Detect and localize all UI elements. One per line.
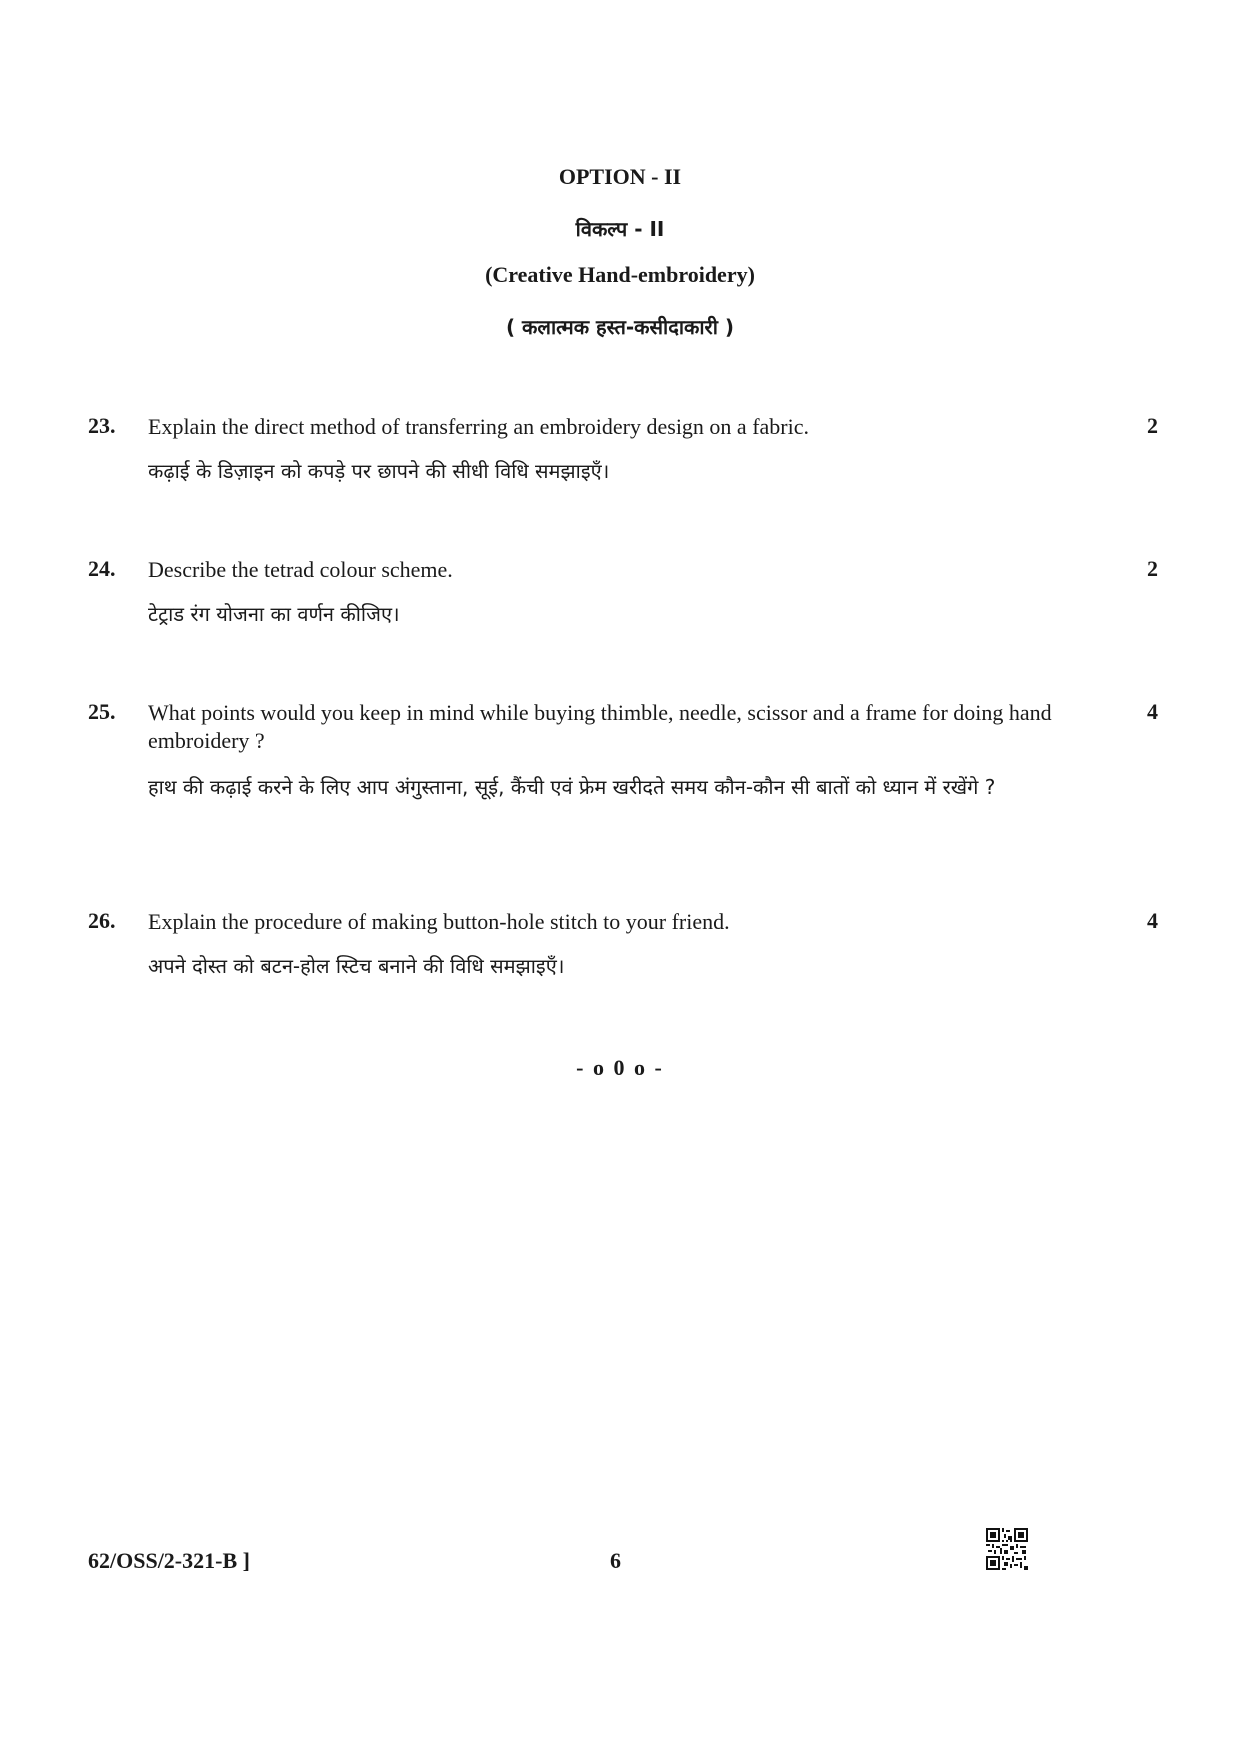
question-marks: 4 — [1147, 908, 1158, 933]
question-text-hi: हाथ की कढ़ाई करने के लिए आप अंगुस्ताना, सूई, कैंची एवं फ्रेम खरीदते समय कौन-कौन सी बातों को ध्यान में रखेंगे ? — [148, 775, 996, 799]
question-marks: 4 — [1147, 699, 1158, 724]
end-of-paper-mark: - o 0 o - — [576, 1055, 664, 1080]
question-number: 26. — [88, 908, 116, 933]
paper-code: 62/OSS/2-321-B ] — [88, 1548, 250, 1573]
question-text-hi: टेट्राड रंग योजना का वर्णन कीजिए। — [148, 602, 400, 626]
question-marks: 2 — [1147, 556, 1158, 581]
question-text-en: What points would you keep in mind while buying thimble, needle, scissor and a frame for doing hand embroidery ? — [148, 700, 1052, 753]
subject-heading-en: (Creative Hand-embroidery) — [485, 262, 755, 287]
question-number: 25. — [88, 699, 116, 724]
question-text-hi: अपने दोस्त को बटन-होल स्टिच बनाने की विधि समझाइएँ। — [148, 954, 565, 978]
question-text-hi: कढ़ाई के डिज़ाइन को कपड़े पर छापने की सीधी विधि समझाइएँ। — [148, 459, 610, 483]
qr-code-icon — [986, 1528, 1028, 1570]
question-marks: 2 — [1147, 413, 1158, 438]
option-heading-en: OPTION - II — [558, 164, 682, 189]
page-number: 6 — [610, 1548, 621, 1573]
question-number: 23. — [88, 413, 116, 438]
subject-heading-hi: ( कलात्मक हस्त-कसीदाकारी ) — [505, 315, 735, 339]
question-number: 24. — [88, 556, 116, 581]
question-text-en: Explain the direct method of transferring an embroidery design on a fabric. — [148, 414, 809, 439]
option-heading-hi: विकल्प - II — [575, 217, 665, 241]
question-text-en: Explain the procedure of making button-hole stitch to your friend. — [148, 909, 730, 934]
question-text-en: Describe the tetrad colour scheme. — [148, 557, 453, 582]
